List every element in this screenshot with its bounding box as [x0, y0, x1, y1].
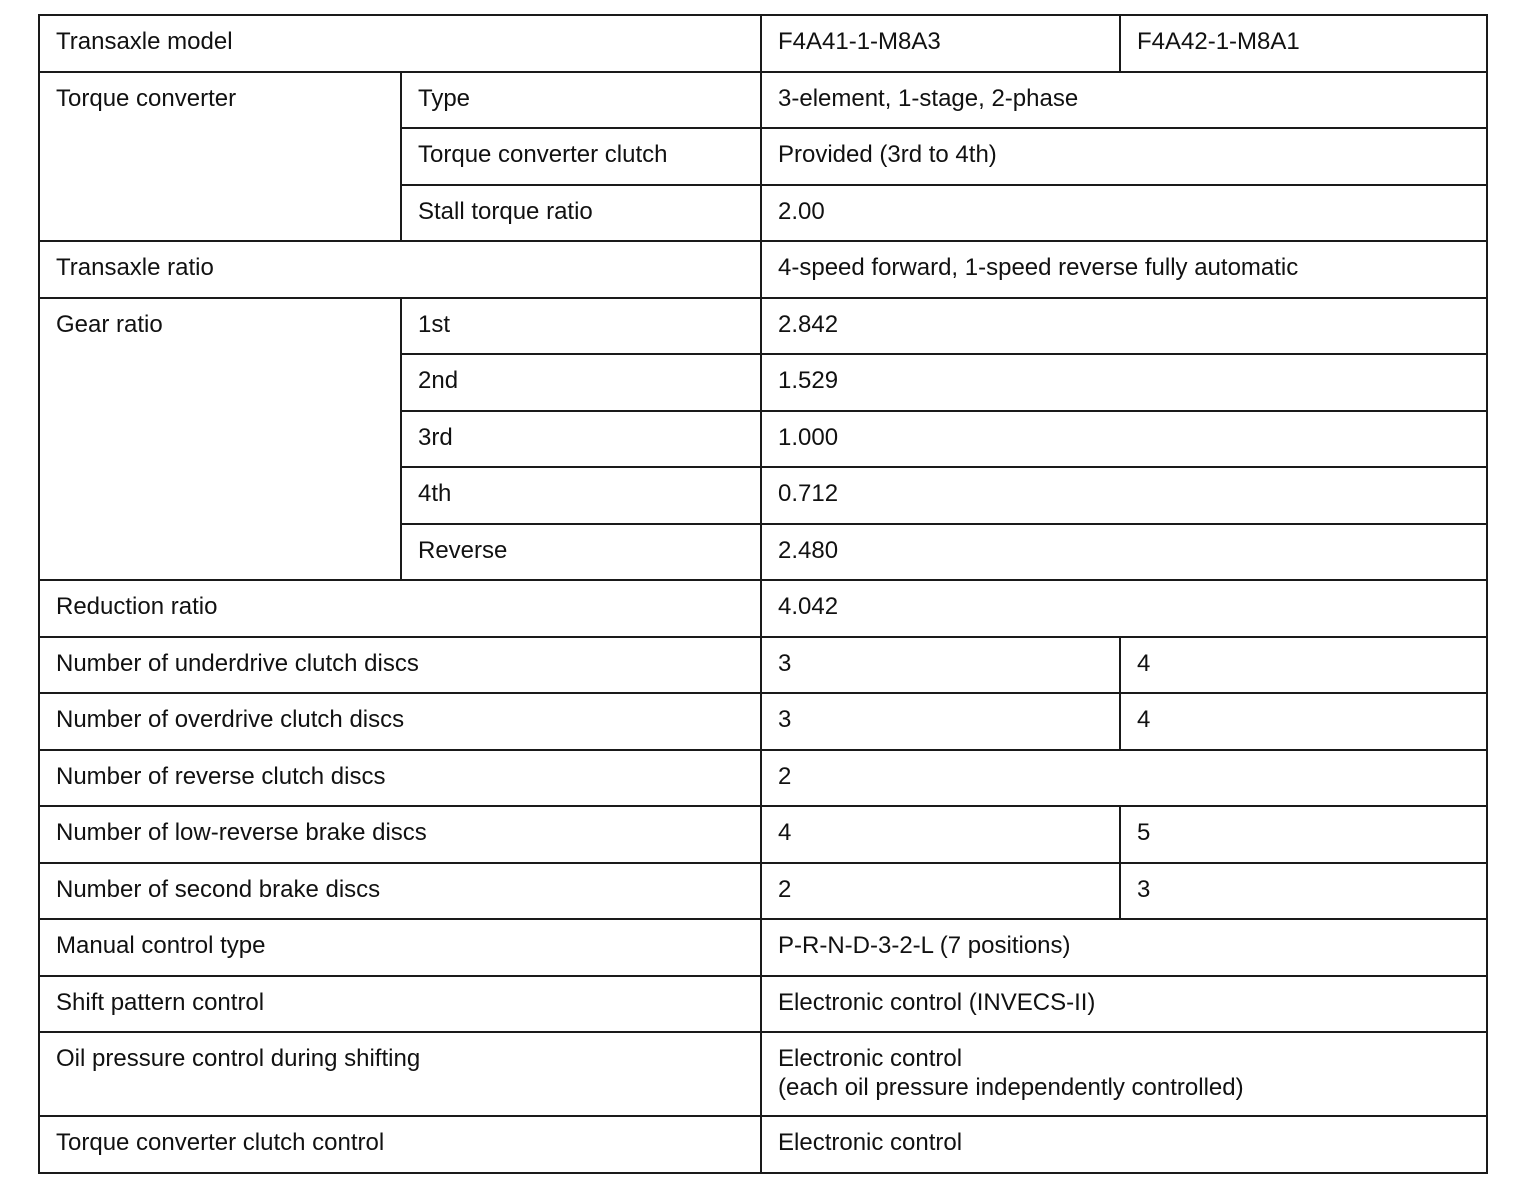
reverse-clutch-label: Number of reverse clutch discs — [39, 750, 761, 807]
second-brake-value-b: 3 — [1120, 863, 1487, 920]
low-reverse-label: Number of low-reverse brake discs — [39, 806, 761, 863]
gear-reverse-value: 2.480 — [761, 524, 1487, 581]
overdrive-value-b: 4 — [1120, 693, 1487, 750]
model-b-header: F4A42-1-M8A1 — [1120, 15, 1487, 72]
overdrive-label: Number of overdrive clutch discs — [39, 693, 761, 750]
torque-converter-label: Torque converter — [39, 72, 401, 242]
tcc-control-label: Torque converter clutch control — [39, 1116, 761, 1173]
shift-pattern-label: Shift pattern control — [39, 976, 761, 1033]
gear-2nd-label: 2nd — [401, 354, 761, 411]
spec-sheet — [38, 14, 1488, 1174]
table-row — [39, 693, 1487, 750]
table-row — [39, 580, 1487, 637]
table-row — [39, 298, 1487, 355]
reverse-clutch-value: 2 — [761, 750, 1487, 807]
table-row — [39, 976, 1487, 1033]
second-brake-value-a: 2 — [761, 863, 1120, 920]
table-row — [39, 637, 1487, 694]
transaxle-ratio-value: 4-speed forward, 1-speed reverse fully automatic — [761, 241, 1487, 298]
reduction-ratio-value: 4.042 — [761, 580, 1487, 637]
low-reverse-value-a: 4 — [761, 806, 1120, 863]
transaxle-ratio-label: Transaxle ratio — [39, 241, 761, 298]
table-row — [39, 863, 1487, 920]
gear-4th-value: 0.712 — [761, 467, 1487, 524]
gear-1st-label: 1st — [401, 298, 761, 355]
table-row — [39, 241, 1487, 298]
underdrive-value-b: 4 — [1120, 637, 1487, 694]
table-row — [39, 919, 1487, 976]
gear-ratio-label: Gear ratio — [39, 298, 401, 581]
table-row — [39, 15, 1487, 72]
tc-clutch-value: Provided (3rd to 4th) — [761, 128, 1487, 185]
gear-3rd-label: 3rd — [401, 411, 761, 468]
table-row — [39, 1032, 1487, 1116]
table-row — [39, 72, 1487, 129]
shift-pattern-value: Electronic control (INVECS-II) — [761, 976, 1487, 1033]
oil-pressure-value — [761, 1032, 1487, 1116]
transaxle-spec-table — [38, 14, 1488, 1174]
tc-clutch-label: Torque converter clutch — [401, 128, 761, 185]
header-label: Transaxle model — [39, 15, 761, 72]
model-a-header: F4A41-1-M8A3 — [761, 15, 1120, 72]
manual-control-value: P-R-N-D-3-2-L (7 positions) — [761, 919, 1487, 976]
manual-control-label: Manual control type — [39, 919, 761, 976]
gear-2nd-value: 1.529 — [761, 354, 1487, 411]
reduction-ratio-label: Reduction ratio — [39, 580, 761, 637]
oil-pressure-label: Oil pressure control during shifting — [39, 1032, 761, 1116]
oil-pressure-value-line2: (each oil pressure independently controlled) — [778, 1074, 1244, 1101]
tc-type-label: Type — [401, 72, 761, 129]
second-brake-label: Number of second brake discs — [39, 863, 761, 920]
table-row — [39, 806, 1487, 863]
underdrive-value-a: 3 — [761, 637, 1120, 694]
oil-pressure-value-line1: Electronic control — [778, 1045, 963, 1072]
low-reverse-value-b: 5 — [1120, 806, 1487, 863]
gear-4th-label: 4th — [401, 467, 761, 524]
gear-reverse-label: Reverse — [401, 524, 761, 581]
table-row — [39, 750, 1487, 807]
gear-1st-value: 2.842 — [761, 298, 1487, 355]
table-row — [39, 1116, 1487, 1173]
overdrive-value-a: 3 — [761, 693, 1120, 750]
underdrive-label: Number of underdrive clutch discs — [39, 637, 761, 694]
stall-ratio-value: 2.00 — [761, 185, 1487, 242]
tc-type-value: 3-element, 1-stage, 2-phase — [761, 72, 1487, 129]
gear-3rd-value: 1.000 — [761, 411, 1487, 468]
stall-ratio-label: Stall torque ratio — [401, 185, 761, 242]
tcc-control-value: Electronic control — [761, 1116, 1487, 1173]
